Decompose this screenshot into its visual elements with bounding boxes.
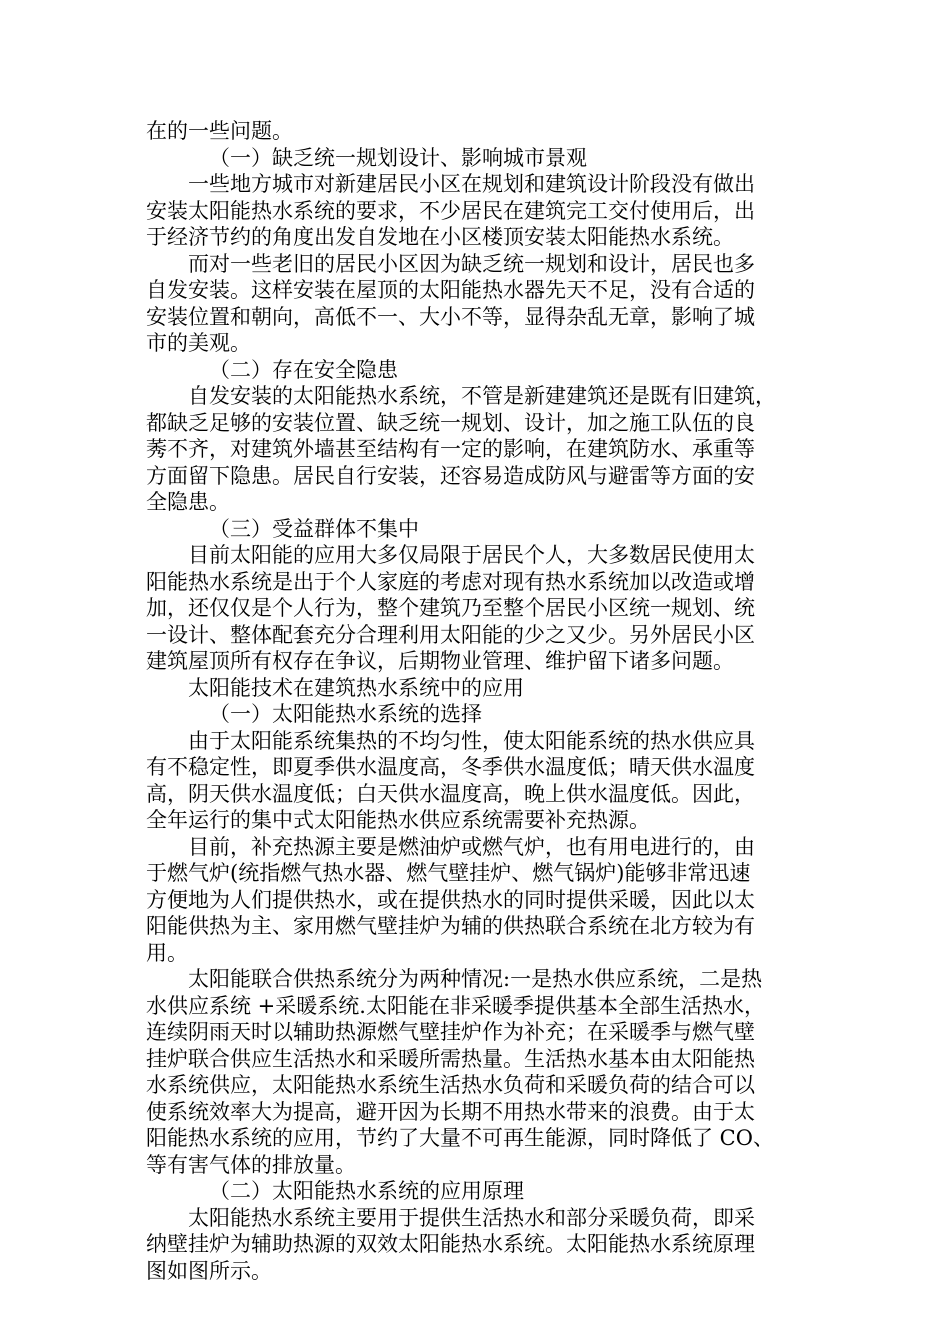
text-line: 水系统供应，太阳能热水系统生活热水负荷和采暖负荷的结合可以 [146, 1073, 755, 1097]
text-line: 太阳能联合供热系统分为两种情况:一是热水供应系统，二是热 [188, 967, 763, 991]
text-line: 在的一些问题。 [146, 119, 293, 143]
text-line: 等有害气体的排放量。 [146, 1152, 356, 1177]
text-line: 方便地为人们提供热水，或在提供热水的同时提供采暖，因此以太 [146, 887, 755, 912]
text-line: 高，阴天供水温度低；白天供水温度高，晚上供水温度低。因此， [146, 781, 755, 806]
text-line: 加，还仅仅是个人行为，整个建筑乃至整个居民小区统一规划、统 [146, 596, 755, 620]
document-body [146, 118, 806, 1284]
text-line: 阳能热水系统的应用，节约了大量不可再生能源，同时降低了 CO、 [146, 1126, 774, 1150]
text-line: 目前，补充热源主要是燃油炉或燃气炉，也有用电进行的，由 [188, 834, 755, 859]
text-line: 挂炉联合供应生活热水和采暖所需热量。生活热水基本由太阳能热 [146, 1046, 755, 1071]
text-line: 于燃气炉(统指燃气热水器、燃气壁挂炉、燃气锅炉)能够非常迅速 [146, 861, 751, 885]
text-line: 目前太阳能的应用大多仅局限于居民个人，大多数居民使用太 [188, 543, 755, 567]
text-line: 自发安装的太阳能热水系统，不管是新建建筑还是既有旧建筑， [188, 384, 776, 408]
text-line: 太阳能热水系统主要用于提供生活热水和部分采暖负荷，即采 [188, 1205, 755, 1230]
text-line: 有不稳定性，即夏季供水温度高，冬季供水温度低；晴天供水温度 [146, 755, 755, 779]
text-line: 连续阴雨天时以辅助热源燃气壁挂炉作为补充；在采暖季与燃气壁 [146, 1020, 755, 1044]
text-line: 全年运行的集中式太阳能热水供应系统需要补充热源。 [146, 808, 650, 832]
text-line: 莠不齐，对建筑外墙甚至结构有一定的影响，在建筑防水、承重等 [146, 437, 755, 461]
section-heading-line: （一）缺乏统一规划设计、影响城市景观 [209, 145, 587, 170]
text-line: 一设计、整体配套充分合理利用太阳能的少之又少。另外居民小区 [146, 622, 755, 647]
section-heading-line: （二）存在安全隐患 [209, 357, 398, 382]
text-line: 全隐患。 [146, 490, 230, 514]
text-line: 太阳能技术在建筑热水系统中的应用 [188, 675, 524, 700]
text-line: 由于太阳能系统集热的不均匀性，使太阳能系统的热水供应具 [188, 728, 755, 753]
section-heading-line: （三）受益群体不集中 [209, 516, 419, 541]
text-line: 使系统效率大为提高，避开因为长期不用热水带来的浪费。由于太 [146, 1099, 755, 1124]
text-line: 于经济节约的角度出发自发地在小区楼顶安装太阳能热水系统。 [146, 225, 734, 249]
text-line: 安装位置和朝向，高低不一、大小不等，显得杂乱无章，影响了城 [146, 304, 755, 329]
text-line: 一些地方城市对新建居民小区在规划和建筑设计阶段没有做出 [188, 172, 755, 196]
text-line: 阳能供热为主、家用燃气壁挂炉为辅的供热联合系统在北方较为有 [146, 914, 755, 938]
section-heading-line: （二）太阳能热水系统的应用原理 [209, 1179, 524, 1203]
text-line: 图如图所示。 [146, 1258, 272, 1283]
text-line: 都缺乏足够的安装位置、缺乏统一规划、设计，加之施工队伍的良 [146, 410, 755, 435]
section-heading-line: （一）太阳能热水系统的选择 [209, 702, 482, 726]
text-line: 建筑屋顶所有权存在争议，后期物业管理、维护留下诸多问题。 [146, 649, 734, 673]
text-line: 用。 [146, 940, 188, 965]
text-line: 而对一些老旧的居民小区因为缺乏统一规划和设计，居民也多 [188, 251, 755, 276]
text-line: 阳能热水系统是出于个人家庭的考虑对现有热水系统加以改造或增 [146, 569, 755, 594]
text-line: 水供应系统 +采暖系统.太阳能在非采暖季提供基本全部生活热水， [146, 993, 765, 1018]
text-line: 方面留下隐患。居民自行安装，还容易造成防风与避雷等方面的安 [146, 463, 755, 488]
text-line: 自发安装。这样安装在屋顶的太阳能热水器先天不足，没有合适的 [146, 278, 755, 302]
text-line: 市的美观。 [146, 331, 251, 355]
text-line: 纳壁挂炉为辅助热源的双效太阳能热水系统。太阳能热水系统原理 [146, 1232, 755, 1256]
text-line: 安装太阳能热水系统的要求，不少居民在建筑完工交付使用后，出 [146, 198, 755, 223]
